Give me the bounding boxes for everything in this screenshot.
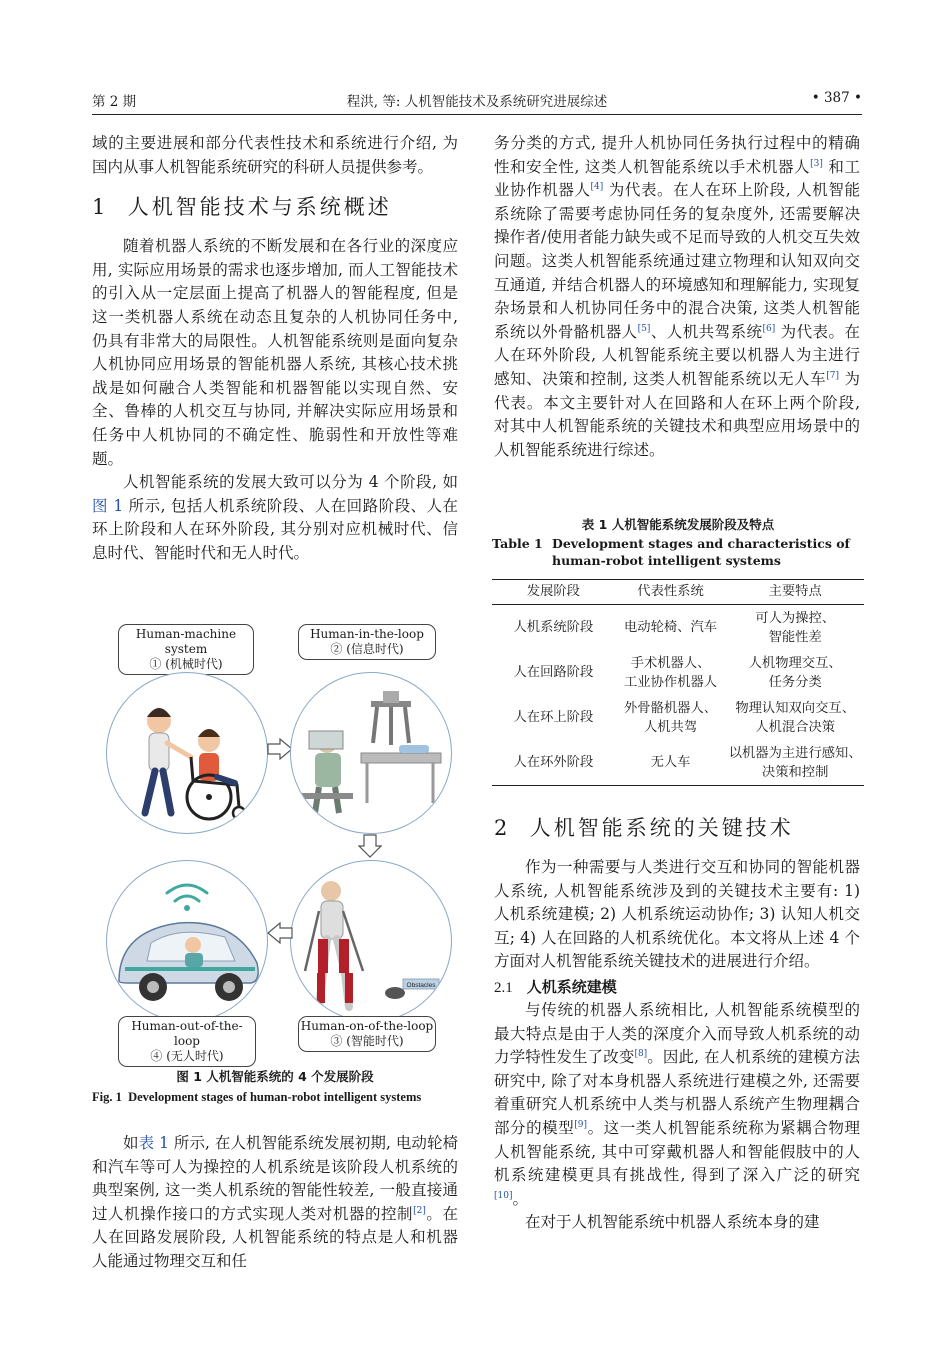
text-run: 、人机共驾系统 — [650, 322, 763, 341]
caption-label: Fig. 1 — [92, 1090, 122, 1104]
cell-line: 人机混合决策 — [755, 719, 836, 735]
stage-label-en: Human-in-the-loop — [310, 627, 424, 641]
paragraph: 作为一种需要与人类进行交互和协同的智能机器人系统, 人机智能系统涉及到的关键技术主要有: 1) 人机系统建模; 2) 人机系统运动协作; 3) 认知人机交互; 4) 人在回路的人机系统优化。本文将从上述 4 个方面对人机智能系统关键技术的进展进行介绍。 — [494, 858, 860, 971]
text-run: 所示, 在人机智能系统发展初期, 电动轮椅和汽车等可人为操控的人机系统是该阶段人机系统的典型案例, 这一类人机系统的智能性较差, 一般直接通过人机操作接口的方式实现人类对机器的控制 — [92, 1134, 458, 1223]
table-row — [492, 650, 864, 695]
wheelchair-illustration — [106, 672, 268, 834]
issue-number: 第 2 期 — [92, 94, 137, 110]
cell-line: 任务分类 — [768, 674, 822, 690]
exoskeleton-illustration — [290, 860, 452, 1022]
citation[interactable]: [3] — [810, 158, 823, 169]
table-header-row — [492, 580, 864, 605]
autonomous-car-illustration — [106, 860, 268, 1022]
paragraph: 域的主要进展和部分代表性技术和系统进行介绍, 为国内从事人机智能系统研究的科研人员提供参考。 — [92, 134, 458, 176]
left-column — [92, 132, 458, 566]
cell-stage: 人在环上阶段 — [513, 710, 594, 725]
cell-system — [615, 695, 727, 740]
text-run: 所示, 包括人机系统阶段、人在回路阶段、人在环上阶段和人在环外阶段, 其分别对应机械时代、信息时代、智能时代和无人时代。 — [92, 496, 458, 562]
stage-2-label — [298, 624, 436, 660]
stage-4-label — [118, 1016, 256, 1067]
cell-feature — [726, 740, 864, 786]
table-header: 发展阶段 — [492, 580, 615, 605]
arrow-left-icon — [267, 922, 293, 944]
cell-line: 人机物理交互、 — [748, 655, 842, 671]
citation[interactable]: [9] — [574, 1119, 588, 1130]
cell-feature — [726, 605, 864, 651]
cell-line: 无人车 — [650, 755, 691, 770]
running-header — [92, 90, 862, 112]
citation[interactable]: [6] — [762, 323, 776, 334]
stage-label-zh: ② (信息时代) — [330, 642, 404, 656]
text-run: 务分类的方式, 提升人机协同任务执行过程中的精确性和安全性, 这类人机智能系统以手术机器人 — [494, 134, 860, 176]
paragraph — [494, 999, 860, 1211]
table-row — [492, 740, 864, 786]
section-title: 人机智能技术与系统概述 — [127, 195, 392, 220]
cell-line: 手术机器人、 — [630, 655, 711, 671]
paragraph — [92, 471, 458, 565]
caption-label: Table 1 — [492, 536, 543, 551]
cell-system — [615, 740, 727, 786]
figure-1 — [104, 620, 454, 1063]
wheelchair-icon — [107, 673, 267, 833]
subsection-number: 2.1 — [494, 979, 513, 996]
stage-label-zh: ③ (智能时代) — [330, 1034, 404, 1048]
table-link[interactable]: 表 1 — [138, 1134, 169, 1152]
text-run: 为代表。本文主要针对人在回路和人在环上两个阶段, 对其中人机智能系统的关键技术和典型应用场景中的人机智能系统进行综述。 — [494, 369, 861, 459]
cell-system — [615, 605, 727, 651]
table-row — [492, 695, 864, 740]
exoskeleton-icon — [291, 861, 451, 1021]
cell-line: 人机共驾 — [643, 719, 698, 735]
cell-stage: 人在回路阶段 — [513, 665, 594, 680]
citation[interactable]: [4] — [590, 182, 604, 193]
text-run: 。在人在回路发展阶段, 人机智能系统的特点是人和机器人能通过物理交互和任 — [92, 1204, 458, 1270]
right-column-continued — [494, 810, 860, 1235]
obstacles-label: Obstacles — [406, 982, 436, 989]
text-run: 为代表。在人在环外阶段, 人机智能系统主要以机器人为主进行感知、决策和控制, 这类人机智能系统以无人车 — [494, 322, 860, 388]
stage-label-en: Human-on-of-the-loop — [300, 1019, 434, 1033]
table-row — [492, 605, 864, 651]
surgical-robot-icon — [291, 673, 451, 833]
citation[interactable]: [10] — [494, 1190, 513, 1201]
figure-link[interactable]: 图 1 — [92, 496, 124, 515]
right-column — [494, 132, 860, 462]
subsection-title: 人机系统建模 — [526, 977, 617, 996]
stage-label-en: Human-machine system — [135, 627, 237, 656]
cell-stage: 人在环外阶段 — [492, 740, 615, 786]
cell-line: 决策和控制 — [761, 764, 829, 780]
stage-label-zh: ① (机械时代) — [149, 657, 223, 671]
autonomous-car-icon — [107, 861, 267, 1021]
page-number: • 387 • — [811, 90, 862, 106]
paragraph — [92, 1132, 458, 1274]
citation[interactable]: [7] — [826, 370, 839, 381]
section-title: 人机智能系统的关键技术 — [529, 816, 794, 840]
figure-caption-en — [92, 1088, 458, 1106]
caption-text: Development stages of human-robot intelligent systems — [128, 1090, 422, 1104]
text-run: 人机智能系统的发展大致可以分为 4 个阶段, 如 — [123, 473, 458, 492]
stage-3-label — [298, 1016, 436, 1052]
citation[interactable]: [8] — [634, 1049, 648, 1060]
citation[interactable]: [5] — [637, 323, 651, 334]
stage-1-label — [118, 624, 254, 675]
stage-label-en: Human-out-of-the-loop — [131, 1019, 243, 1048]
cell-line: 电动轮椅、汽车 — [624, 620, 718, 635]
paragraph: 在对于人机智能系统中机器人系统本身的建 — [525, 1213, 820, 1232]
cell-line: 可人为操控、 — [755, 610, 836, 626]
stages-table — [492, 579, 864, 786]
text-run: 。因此, 在人机系统的建模方法研究中, 除了对本身机器人系统进行建模之外, 还需要着重研究人机系统中人类与机器人系统产生物理耦合部分的模型 — [494, 1048, 860, 1137]
paragraph: 随着机器人系统的不断发展和在各行业的深度应用, 实际应用场景的需求也逐步增加, 而人工智能技术的引入从一定层面上提高了机器人的智能程度, 但是这一类机器人系统在动态且复杂的人机协同任务中, 仍具有非常大的局限性。人机智能系统则是面向复杂人机协同应用场景的智能机器人系统, 其核心技术挑战是如何融合人类智能和机器智能以实现自然、安全、鲁棒的人机交互与协同, 并解决实际应用场景和任务中人机协同的不确定性、脆弱性和开放性等难题。 — [92, 237, 458, 468]
caption-text: Development stages and characteristics of human-robot intelligent systems — [552, 536, 850, 568]
text-run: 。这一类人机智能系统称为紧耦合物理人机智能系统, 其中可穿戴机器人和智能假肢中的人机系统建模更具有挑战性, 得到了深入广泛的研究 — [494, 1118, 860, 1185]
cell-feature — [726, 695, 864, 740]
text-run: 和工业协作机器人 — [494, 157, 860, 200]
text-run: 为代表。在人在环上阶段, 人机智能系统除了需要考虑协同任务的复杂度外, 还需要解决操作者/使用者能力缺失或不足而导致的人机交互失效问题。这类人机智能系统通过建立物理和认知双向交互通道, 并结合机器人的环境感知和理解能力, 实现复杂场景和人机协同任务中的混合决策, 这类人机智能系统以外骨骼机器人 — [494, 181, 860, 341]
cell-line: 物理认知双向交互、 — [735, 700, 855, 716]
cell-system — [615, 650, 727, 695]
text-run: 与传统的机器人系统相比, 人机智能系统模型的最大特点是由于人类的深度介入而导致人机系统的动力学特性发生了改变 — [494, 1000, 860, 1067]
table-caption-en — [492, 535, 864, 569]
figure-caption-zh: 图 1 人机智能系统的 4 个发展阶段 — [176, 1069, 374, 1084]
table-header: 主要特点 — [726, 580, 864, 605]
cell-stage: 人机系统阶段 — [513, 620, 594, 635]
left-column-continued — [92, 1132, 458, 1274]
cell-feature — [726, 650, 864, 695]
citation[interactable]: [2] — [413, 1205, 426, 1216]
cell-line: 智能性差 — [768, 629, 822, 645]
surgical-robot-illustration — [290, 672, 452, 834]
section-number: 1 — [92, 195, 109, 220]
table-caption-zh: 表 1 人机智能系统发展阶段及特点 — [581, 517, 775, 532]
text-run: 如 — [123, 1134, 139, 1152]
section-1-heading — [92, 193, 458, 221]
cell-line: 以机器为主进行感知、 — [728, 745, 862, 761]
cell-line: 工业协作机器人 — [624, 674, 718, 690]
section-number: 2 — [494, 816, 511, 840]
paragraph — [494, 132, 860, 462]
table-header: 代表性系统 — [615, 580, 727, 605]
stage-label-zh: ④ (无人时代) — [150, 1049, 224, 1063]
cell-line: 外骨骼机器人、 — [624, 700, 718, 716]
arrow-down-icon — [358, 834, 382, 858]
subsection-2-1-heading — [494, 976, 860, 999]
section-2-heading — [494, 814, 860, 842]
text-run: 。 — [512, 1189, 528, 1208]
running-title: 程洪, 等: 人机智能技术及系统研究进展综述 — [346, 94, 608, 110]
header-rule — [92, 114, 862, 115]
